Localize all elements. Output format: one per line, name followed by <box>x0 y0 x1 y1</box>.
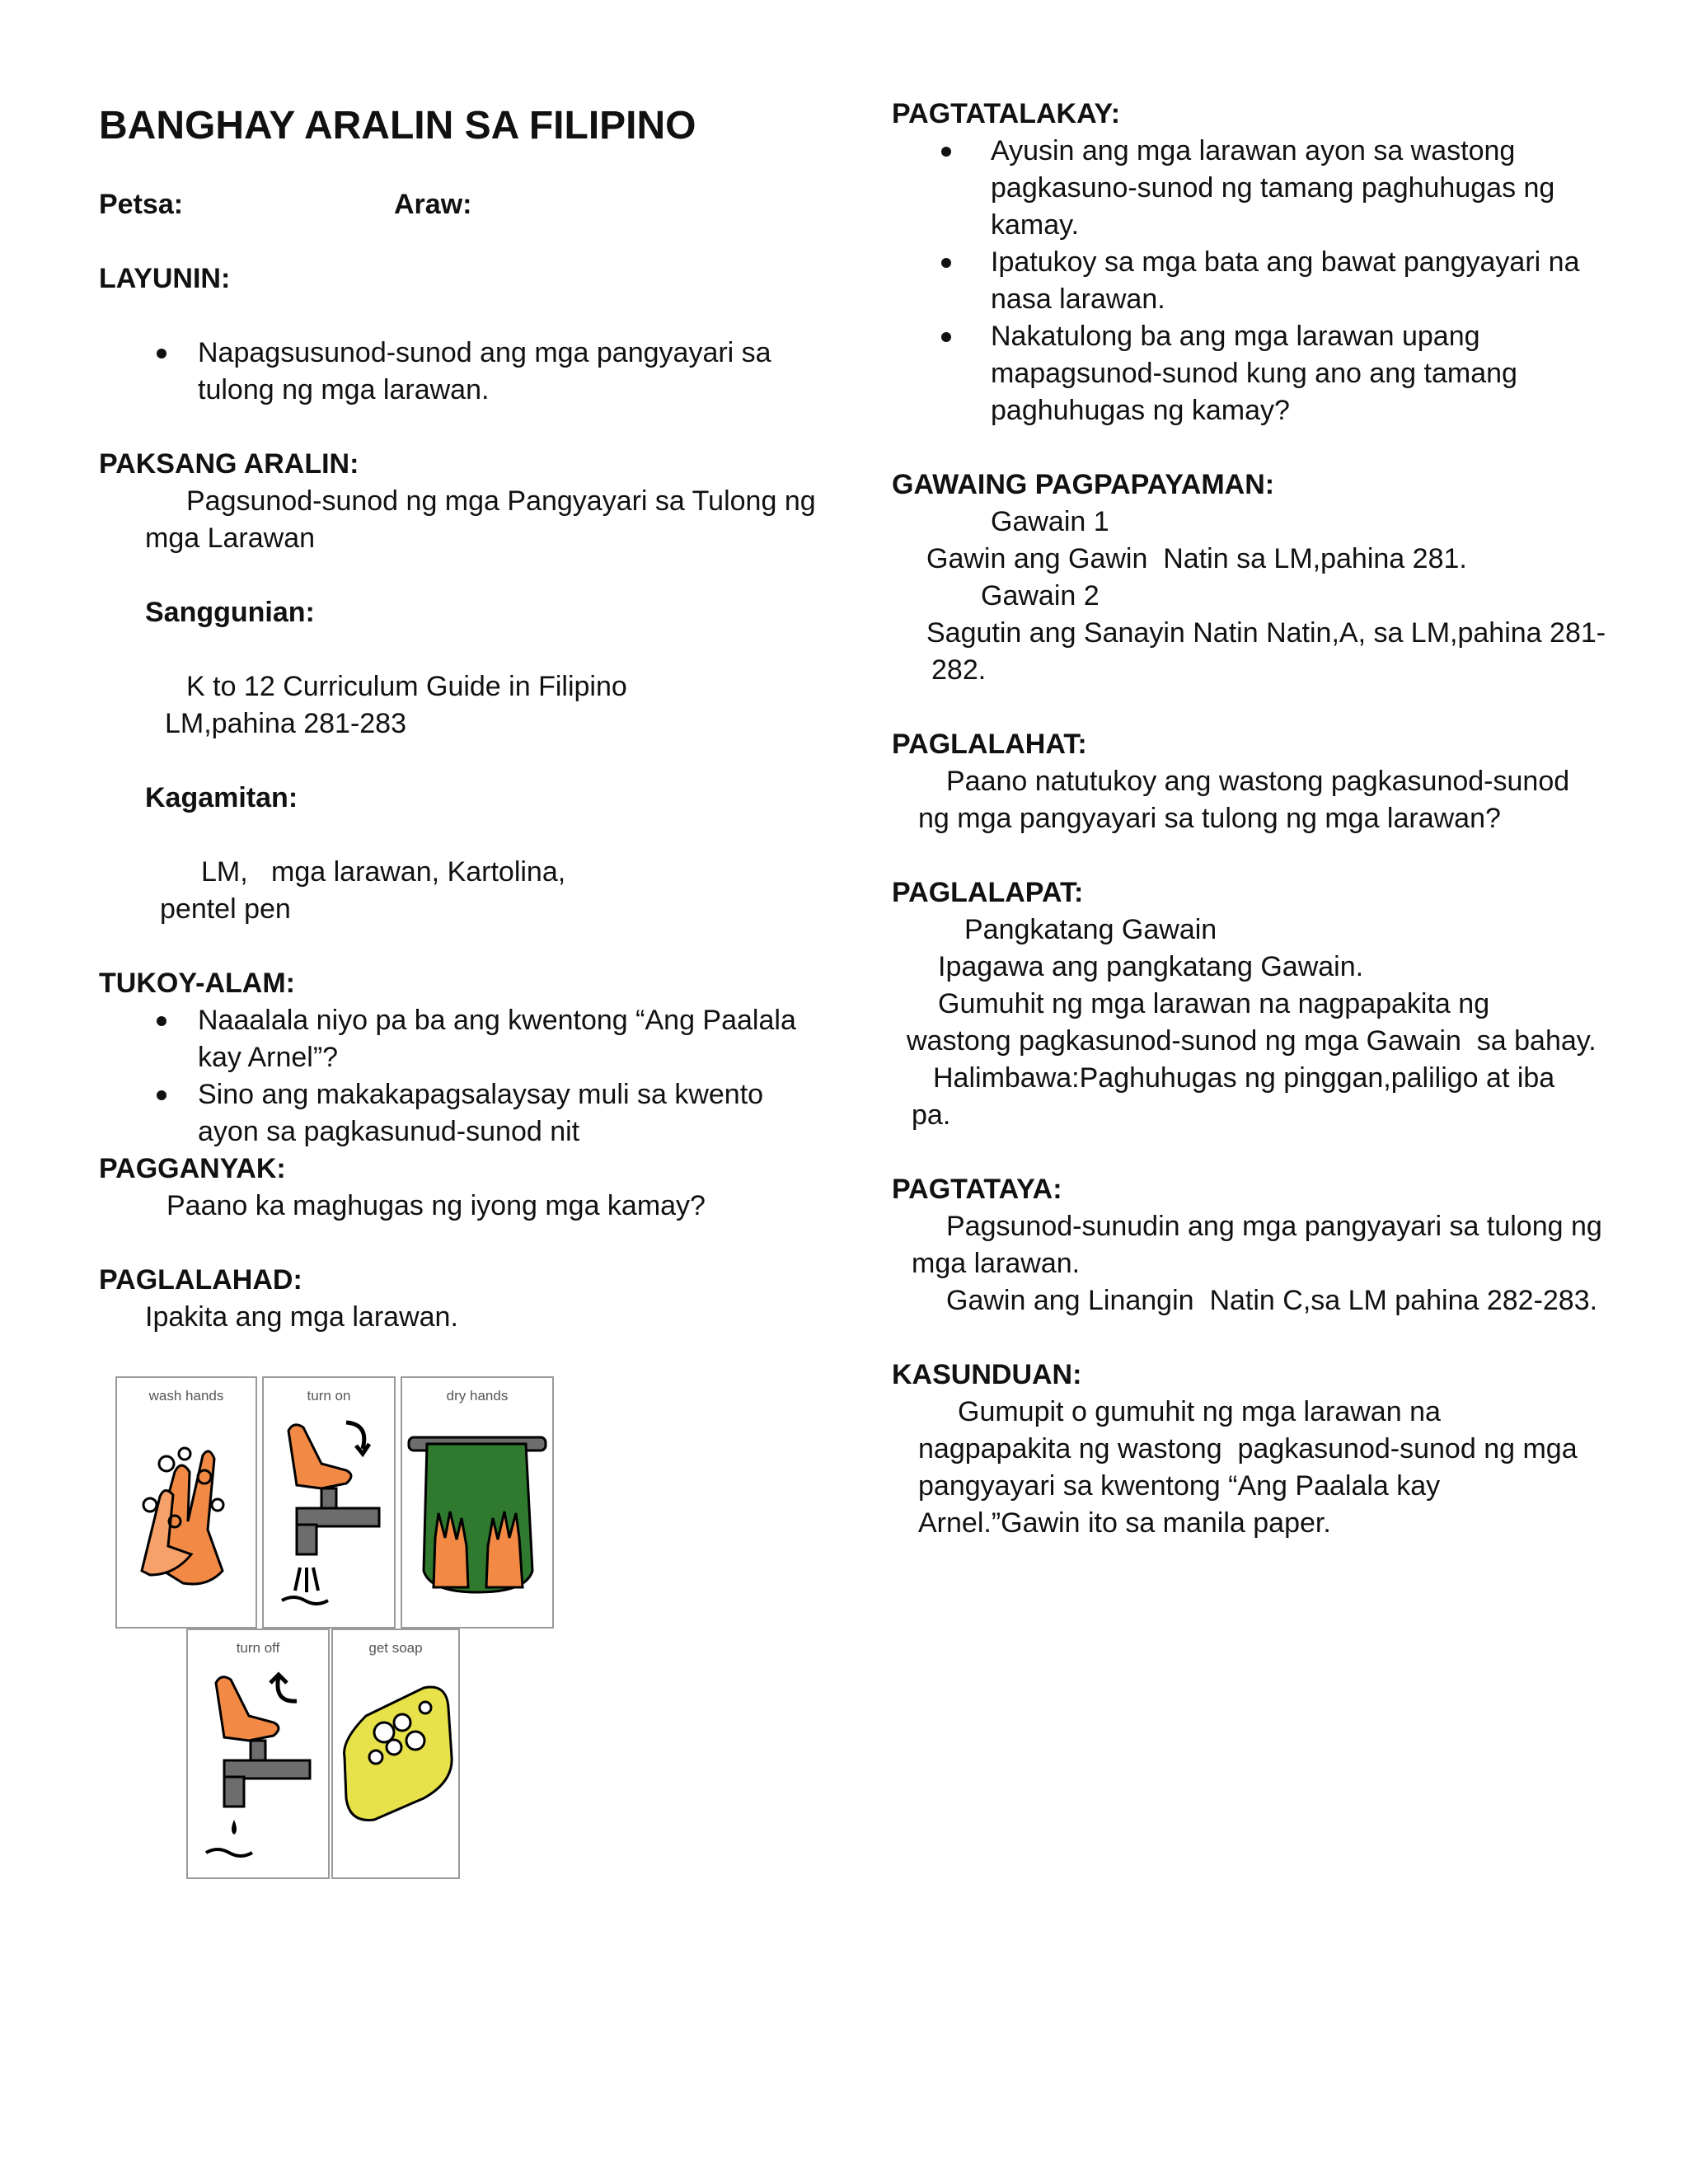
left-column <box>99 99 824 1336</box>
kagamitan-heading: Kagamitan: <box>145 782 298 813</box>
paksang-line: mga Larawan <box>145 523 316 554</box>
bullet-icon <box>157 349 166 359</box>
picture-card <box>262 1376 396 1629</box>
turn-on-faucet-icon <box>264 1406 394 1620</box>
picture-caption: dry hands <box>446 1388 509 1404</box>
page-title: BANGHAY ARALIN SA FILIPINO <box>99 104 696 148</box>
picture-caption: get soap <box>368 1640 423 1656</box>
tukoy-alam-heading: TUKOY-ALAM: <box>99 968 295 999</box>
handwashing-pictures <box>115 1376 560 1879</box>
kagamitan-line: pentel pen <box>160 893 291 925</box>
layunin-list <box>99 335 824 409</box>
sanggunian-heading: Sanggunian: <box>145 597 315 628</box>
list-item: Nakatulong ba ang mga larawan upang mapagsunod-sunod kung ano ang tamang paghuhugas ng kamay? <box>892 318 1617 429</box>
bullet-icon <box>157 1016 166 1026</box>
picture-caption: turn on <box>307 1388 351 1404</box>
list-item: Sino ang makakapagsalaysay muli sa kwento ayon sa pagkasunud-sunod nit <box>99 1076 824 1151</box>
paglalahat-heading: PAGLALAHAT: <box>892 729 1087 760</box>
turn-off-faucet-icon <box>188 1658 328 1872</box>
kasunduan-line: Gumupit o gumuhit ng mga larawan na <box>958 1396 1441 1427</box>
picture-card <box>115 1376 257 1629</box>
paglalahad-text: Ipakita ang mga larawan. <box>145 1301 458 1333</box>
paglalahat-line: ng mga pangyayari sa tulong ng mga larawan? <box>918 803 1501 834</box>
paglalapat-line: Ipagawa ang pangkatang Gawain. <box>938 951 1364 982</box>
pagganyak-text: Paano ka maghugas ng iyong mga kamay? <box>166 1190 706 1221</box>
gawain-2-text: Sagutin ang Sanayin Natin Natin,A, sa LM,pahina 281- <box>926 617 1606 649</box>
bullet-icon <box>941 258 951 268</box>
paglalapat-line: Gumuhit ng mga larawan na nagpapakita ng <box>938 988 1490 1019</box>
pagtataya-line: Pagsunod-sunudin ang mga pangyayari sa tulong ng <box>946 1211 1602 1242</box>
list-item: Ayusin ang mga larawan ayon sa wastong pagkasuno-sunod ng tamang paghuhugas ng kamay. <box>892 133 1617 244</box>
paglalapat-line: Pangkatang Gawain <box>964 914 1217 945</box>
right-column <box>892 96 1617 1542</box>
dry-hands-icon <box>402 1406 552 1620</box>
list-item: Naaalala niyo pa ba ang kwentong “Ang Paalala kay Arnel”? <box>99 1002 824 1076</box>
paglalahad-heading: PAGLALAHAD: <box>99 1264 302 1296</box>
kasunduan-heading: KASUNDUAN: <box>892 1359 1082 1390</box>
gawain-2-title: Gawain 2 <box>981 580 1100 612</box>
paksang-line: Pagsunod-sunod ng mga Pangyayari sa Tulong ng <box>186 485 816 517</box>
bullet-icon <box>941 147 951 157</box>
wash-hands-icon <box>117 1406 256 1620</box>
pagtataya-line: mga larawan. <box>912 1248 1081 1279</box>
picture-card <box>401 1376 554 1629</box>
gawain-1-text: Gawin ang Gawin Natin sa LM,pahina 281. <box>926 543 1467 574</box>
paglalapat-line: pa. <box>912 1099 951 1131</box>
araw-label: Araw: <box>394 189 472 220</box>
list-item: Ipatukoy sa mga bata ang bawat pangyayari na nasa larawan. <box>892 244 1617 318</box>
list-item: Napagsusunod-sunod ang mga pangyayari sa tulong ng mga larawan. <box>99 335 824 409</box>
kagamitan-line: LM, mga larawan, Kartolina, <box>201 856 566 888</box>
picture-caption: wash hands <box>148 1388 224 1404</box>
picture-caption: turn off <box>236 1640 280 1656</box>
pagtatalakay-heading: PAGTATALAKAY: <box>892 98 1121 129</box>
pagganyak-heading: PAGGANYAK: <box>99 1153 286 1184</box>
kasunduan-line: Arnel.”Gawin ito sa manila paper. <box>918 1507 1331 1539</box>
pagtataya-line: Gawin ang Linangin Natin C,sa LM pahina 282-283. <box>946 1285 1598 1316</box>
gawain-1-title: Gawain 1 <box>991 506 1109 537</box>
gawain-2-text: 282. <box>931 654 987 686</box>
gawaing-heading: GAWAING PAGPAPAYAMAN: <box>892 469 1275 500</box>
pagtatalakay-list <box>892 133 1617 429</box>
paglalapat-heading: PAGLALAPAT: <box>892 877 1084 908</box>
pagtataya-heading: PAGTATAYA: <box>892 1174 1062 1205</box>
bullet-icon <box>157 1090 166 1100</box>
layunin-heading: LAYUNIN: <box>99 263 231 294</box>
paglalahat-line: Paano natutukoy ang wastong pagkasunod-sunod <box>946 766 1570 797</box>
paksang-aralin-heading: PAKSANG ARALIN: <box>99 448 359 480</box>
bullet-icon <box>941 332 951 342</box>
sanggunian-line: K to 12 Curriculum Guide in Filipino <box>186 671 627 702</box>
kasunduan-line: nagpapakita ng wastong pagkasunod-sunod ng mga <box>918 1433 1578 1465</box>
paglalapat-line: wastong pagkasunod-sunod ng mga Gawain sa bahay. <box>907 1025 1597 1057</box>
picture-card <box>331 1629 460 1879</box>
tukoy-alam-list <box>99 1002 824 1151</box>
petsa-label: Petsa: <box>99 189 184 220</box>
kasunduan-line: pangyayari sa kwentong “Ang Paalala kay <box>918 1470 1441 1502</box>
soap-icon <box>333 1658 458 1872</box>
date-day-row <box>99 186 824 223</box>
paglalapat-line: Halimbawa:Paghuhugas ng pinggan,paliligo at iba <box>933 1062 1555 1094</box>
sanggunian-line: LM,pahina 281-283 <box>165 708 407 739</box>
picture-card <box>186 1629 330 1879</box>
